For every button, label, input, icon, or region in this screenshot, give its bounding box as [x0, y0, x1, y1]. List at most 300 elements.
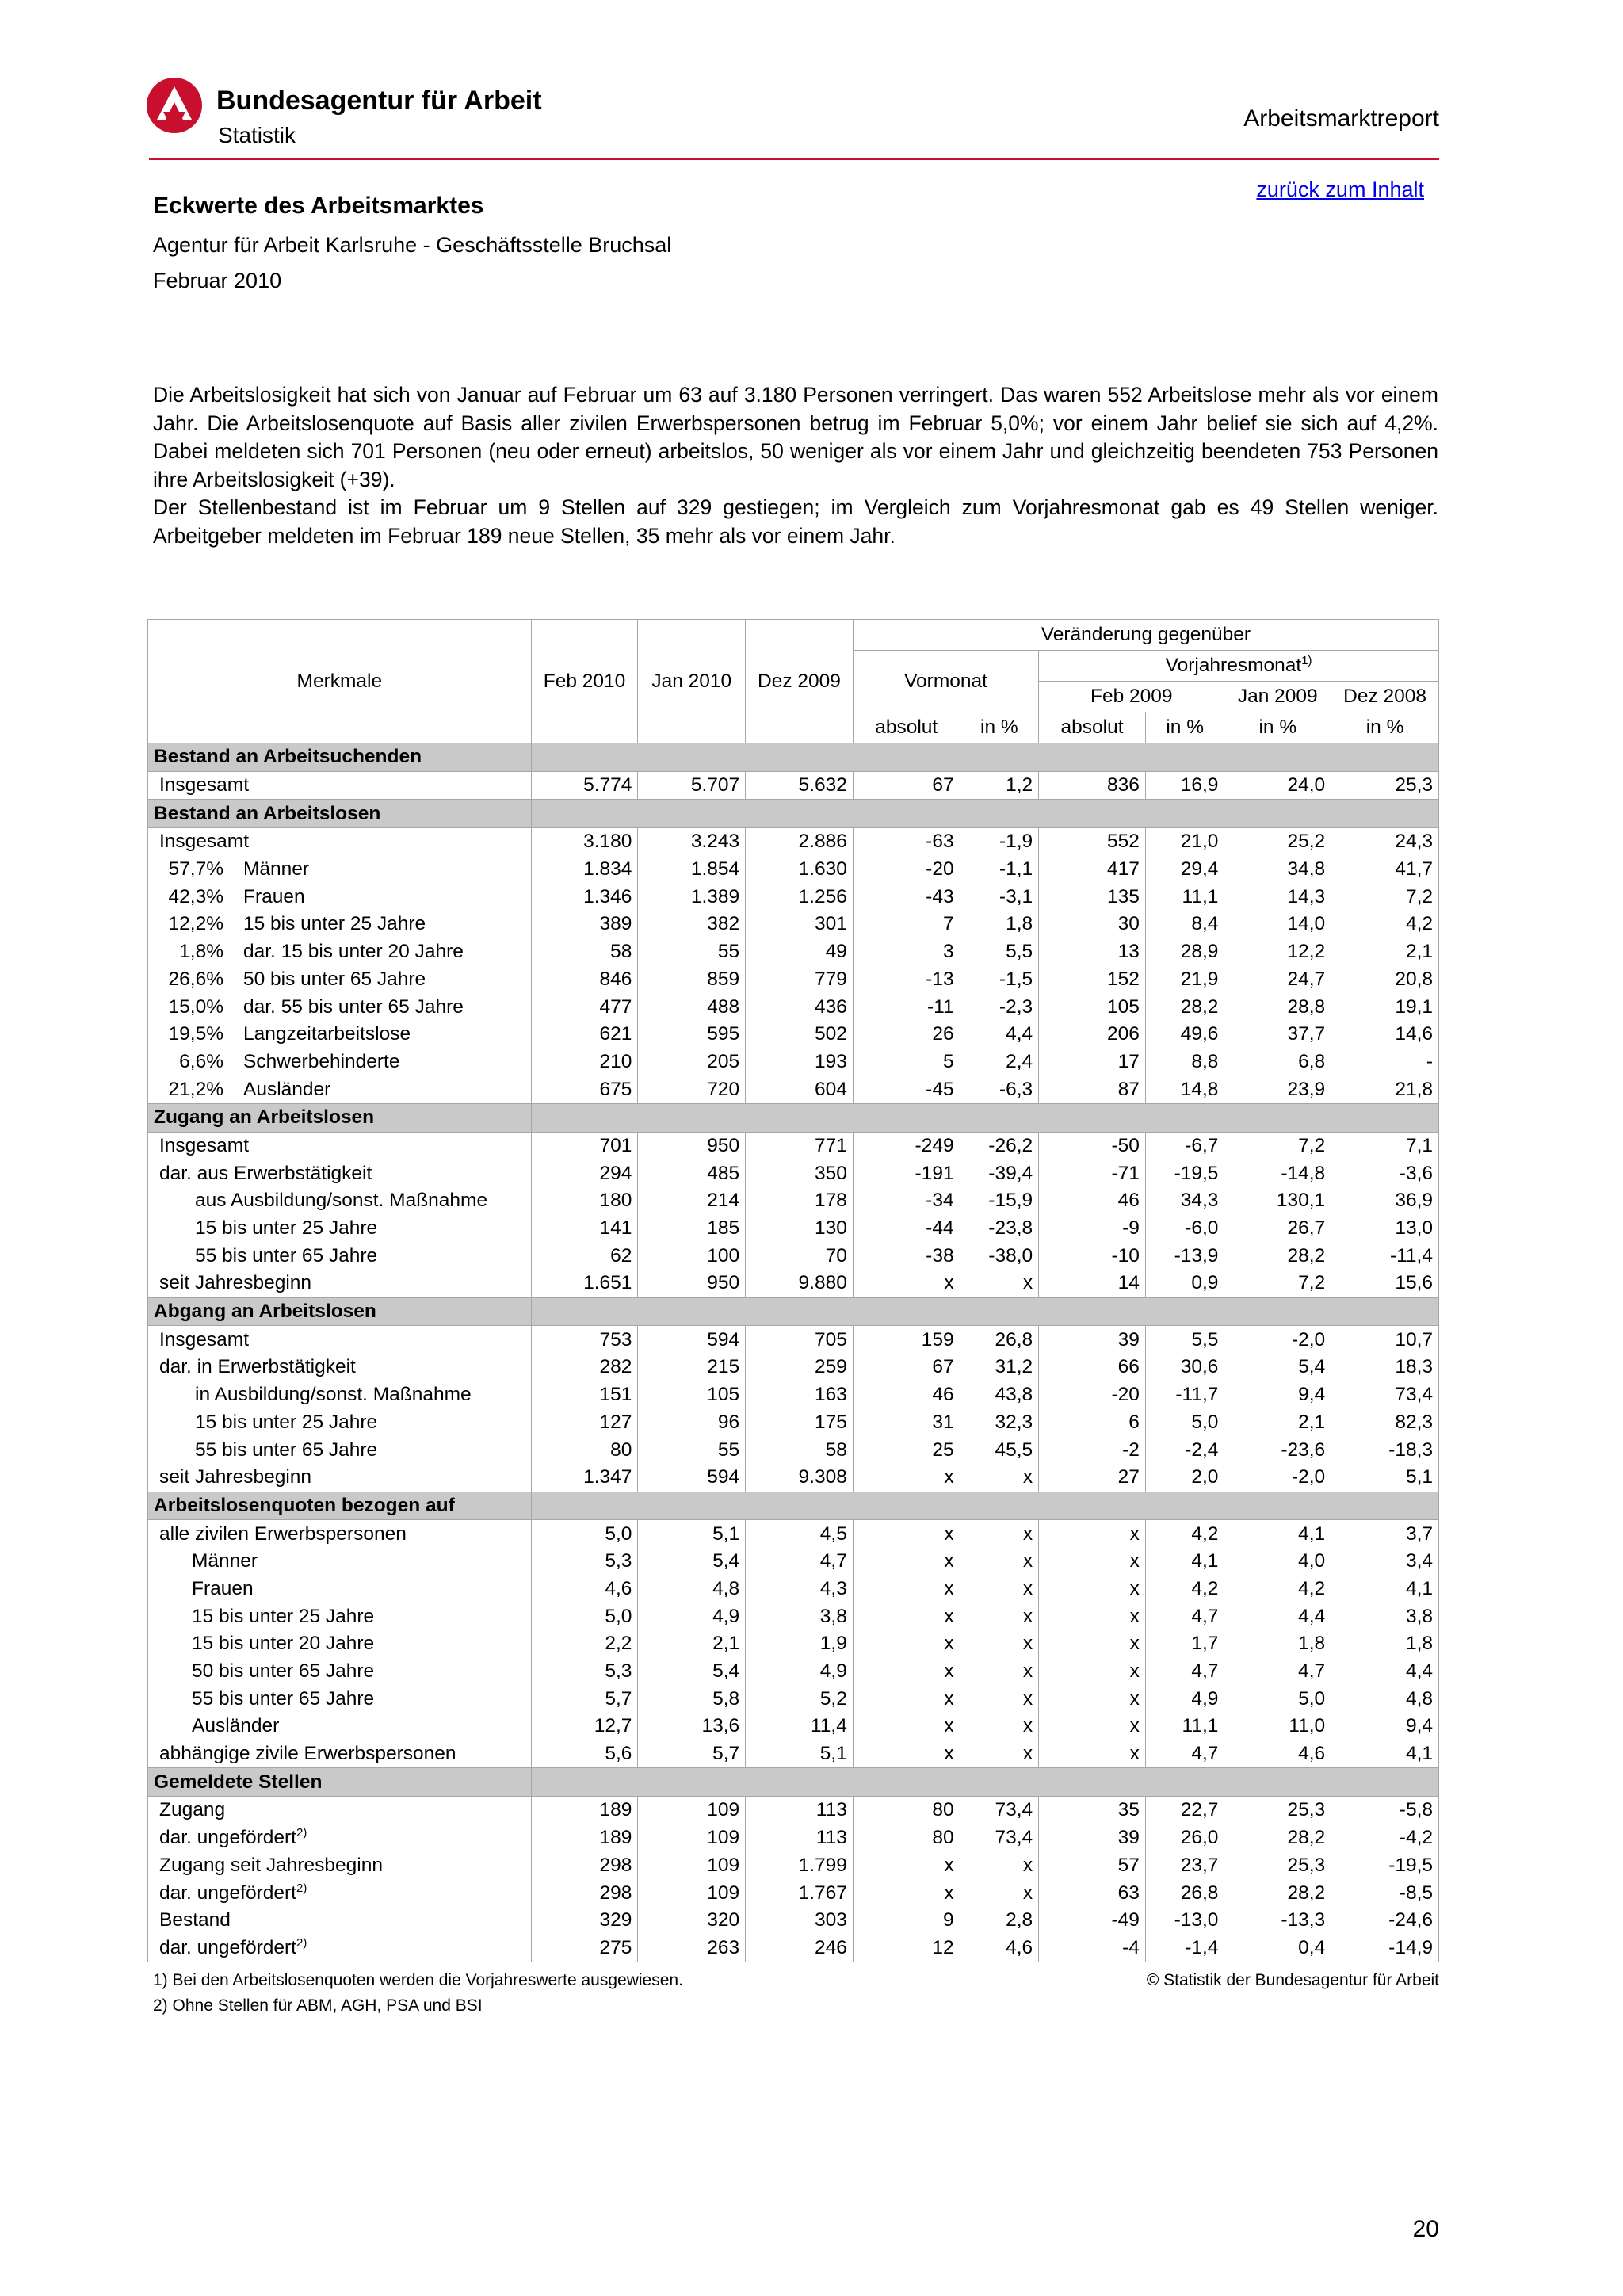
table-cell: 1.651	[531, 1270, 638, 1297]
key-figures-table	[147, 619, 1439, 1962]
table-row	[148, 1326, 1439, 1354]
row-label	[148, 1409, 532, 1437]
section-title: Zugang an Arbeitslosen	[148, 1103, 532, 1132]
table-cell: 301	[746, 911, 854, 938]
table-cell: 502	[746, 1021, 854, 1049]
table-cell: 189	[531, 1797, 638, 1824]
table-cell: 2,1	[638, 1630, 746, 1658]
table-cell: 9,4	[1224, 1381, 1331, 1409]
table-cell: 46	[1039, 1187, 1146, 1215]
table-cell: -13,9	[1145, 1242, 1224, 1270]
table-cell: x	[960, 1464, 1039, 1492]
table-cell: 113	[746, 1824, 854, 1852]
section-header-filler	[531, 800, 1438, 828]
table-cell: 303	[746, 1907, 854, 1935]
row-share: 57,7%	[168, 858, 223, 881]
table-cell: -15,9	[960, 1187, 1039, 1215]
table-cell: 6,8	[1224, 1049, 1331, 1076]
row-label-text: 15 bis unter 20 Jahre	[192, 1633, 375, 1655]
table-cell: x	[960, 1520, 1039, 1548]
table-cell: x	[853, 1630, 960, 1658]
table-cell: 4,1	[1224, 1520, 1331, 1548]
table-cell: 28,9	[1145, 938, 1224, 966]
table-cell: 1,8	[960, 911, 1039, 938]
row-label-text: 15 bis unter 25 Jahre	[243, 913, 426, 935]
header-divider	[149, 158, 1439, 160]
row-label	[148, 1436, 532, 1464]
table-cell: -23,8	[960, 1215, 1039, 1243]
report-period: Februar 2010	[153, 269, 282, 292]
table-cell: 82,3	[1331, 1409, 1439, 1437]
table-cell: -23,6	[1224, 1436, 1331, 1464]
section-header-row	[148, 1768, 1439, 1797]
table-row	[148, 1132, 1439, 1159]
table-cell: 5,4	[638, 1658, 746, 1686]
table-cell: 26,0	[1145, 1824, 1224, 1852]
table-cell: 24,3	[1331, 828, 1439, 856]
table-row	[148, 883, 1439, 911]
table-cell: 4,7	[1145, 1603, 1224, 1630]
row-share: 42,3%	[168, 885, 223, 907]
row-label	[148, 1603, 532, 1630]
table-cell: 46	[853, 1381, 960, 1409]
table-cell: 1,2	[960, 771, 1039, 800]
table-cell: 151	[531, 1381, 638, 1409]
table-cell: 67	[853, 771, 960, 800]
table-cell: -13,3	[1224, 1907, 1331, 1935]
row-label-text: Langzeitarbeitslose	[243, 1023, 411, 1045]
table-cell: x	[1039, 1576, 1146, 1603]
table-cell: -4	[1039, 1935, 1146, 1962]
table-cell: 17	[1039, 1049, 1146, 1076]
table-cell: -63	[853, 828, 960, 856]
table-cell: 417	[1039, 856, 1146, 884]
table-cell: 141	[531, 1215, 638, 1243]
table-cell: 5,3	[531, 1658, 638, 1686]
table-cell: 9,4	[1331, 1713, 1439, 1740]
table-cell: 210	[531, 1049, 638, 1076]
table-row	[148, 1021, 1439, 1049]
table-cell: -13,0	[1145, 1907, 1224, 1935]
table-cell: x	[960, 1740, 1039, 1768]
row-label-text: 55 bis unter 65 Jahre	[192, 1687, 375, 1710]
row-label-text: seit Jahresbeginn	[159, 1272, 312, 1294]
back-to-contents-link[interactable]: zurück zum Inhalt	[1256, 178, 1424, 201]
table-cell: 771	[746, 1132, 854, 1159]
row-label-text: Insgesamt	[159, 1134, 250, 1156]
table-cell: 436	[746, 993, 854, 1021]
table-row	[148, 1520, 1439, 1548]
table-cell: 1.389	[638, 883, 746, 911]
table-cell: x	[960, 1713, 1039, 1740]
table-cell: 25,3	[1331, 771, 1439, 800]
table-row	[148, 1187, 1439, 1215]
table-cell: 62	[531, 1242, 638, 1270]
row-label-text: 15 bis unter 25 Jahre	[192, 1605, 375, 1627]
table-cell: 193	[746, 1049, 854, 1076]
footnote-ref: 2)	[296, 1881, 307, 1895]
row-label-text: 55 bis unter 65 Jahre	[195, 1244, 378, 1266]
table-cell: 30	[1039, 911, 1146, 938]
row-label-text: dar. ungefördert	[159, 1881, 296, 1904]
table-cell: 180	[531, 1187, 638, 1215]
footnote-ref: 2)	[296, 1935, 307, 1950]
table-cell: 185	[638, 1215, 746, 1243]
table-cell: 0,9	[1145, 1270, 1224, 1297]
table-cell: 11,1	[1145, 1713, 1224, 1740]
table-cell: 1.799	[746, 1852, 854, 1880]
section-header-row	[148, 1297, 1439, 1326]
row-label	[148, 856, 532, 884]
table-cell: 189	[531, 1824, 638, 1852]
row-label	[148, 993, 532, 1021]
table-cell: 22,7	[1145, 1797, 1224, 1824]
table-cell: 214	[638, 1187, 746, 1215]
table-cell: 477	[531, 993, 638, 1021]
table-cell: 80	[853, 1797, 960, 1824]
table-cell: 28,2	[1224, 1242, 1331, 1270]
table-cell: 3.243	[638, 828, 746, 856]
table-cell: -6,0	[1145, 1215, 1224, 1243]
summary-paragraph-vacancies: Der Stellenbestand ist im Februar um 9 Stellen auf 329 gestiegen; im Vergleich zum Vorjahresmonat gab es 49 Stellen weniger. Arbeitgeber meldeten im Februar 189 neue Stellen, 35 mehr als vor einem Jahr.	[153, 495, 1438, 548]
table-cell: 836	[1039, 771, 1146, 800]
row-share: 19,5%	[168, 1023, 223, 1045]
table-cell: 4,9	[638, 1603, 746, 1630]
section-title: Abgang an Arbeitslosen	[148, 1297, 532, 1326]
table-cell: 3,8	[746, 1603, 854, 1630]
table-row	[148, 771, 1439, 800]
table-cell: 206	[1039, 1021, 1146, 1049]
table-row	[148, 1907, 1439, 1935]
table-cell: 2,4	[960, 1049, 1039, 1076]
table-row	[148, 938, 1439, 966]
table-cell: 2,8	[960, 1907, 1039, 1935]
ba-logo-icon	[146, 77, 203, 134]
row-label	[148, 1354, 532, 1381]
table-cell: -	[1331, 1049, 1439, 1076]
table-cell: 87	[1039, 1075, 1146, 1103]
table-cell: 0,4	[1224, 1935, 1331, 1962]
row-label	[148, 1824, 532, 1852]
table-row	[148, 1824, 1439, 1852]
table-cell: 389	[531, 911, 638, 938]
table-cell: 4,8	[638, 1576, 746, 1603]
table-cell: 80	[531, 1436, 638, 1464]
table-cell: 28,2	[1224, 1824, 1331, 1852]
table-cell: 5,8	[638, 1685, 746, 1713]
table-cell: 18,3	[1331, 1354, 1439, 1381]
table-cell: -39,4	[960, 1159, 1039, 1187]
table-cell: 73,4	[1331, 1381, 1439, 1409]
row-label-text: Ausländer	[192, 1715, 280, 1737]
table-cell: 113	[746, 1797, 854, 1824]
table-cell: -26,2	[960, 1132, 1039, 1159]
table-cell: 950	[638, 1132, 746, 1159]
footnote-2: 2) Ohne Stellen für ABM, AGH, PSA und BSI	[153, 1996, 483, 2015]
table-cell: 130	[746, 1215, 854, 1243]
table-cell: 21,9	[1145, 966, 1224, 994]
table-cell: 127	[531, 1409, 638, 1437]
table-cell: 35	[1039, 1797, 1146, 1824]
table-cell: 4,2	[1145, 1520, 1224, 1548]
org-subtitle: Statistik	[218, 123, 296, 147]
table-row	[148, 1852, 1439, 1880]
table-cell: 14	[1039, 1270, 1146, 1297]
table-cell: -45	[853, 1075, 960, 1103]
table-cell: 25,3	[1224, 1852, 1331, 1880]
table-cell: 25	[853, 1436, 960, 1464]
row-label-text: Frauen	[243, 885, 305, 907]
table-cell: 9.880	[746, 1270, 854, 1297]
table-cell: 594	[638, 1326, 746, 1354]
table-cell: 3	[853, 938, 960, 966]
row-label	[148, 938, 532, 966]
table-cell: 24,7	[1224, 966, 1331, 994]
table-cell: -2,3	[960, 993, 1039, 1021]
row-share: 15,0%	[168, 995, 223, 1018]
table-cell: 4,9	[1145, 1685, 1224, 1713]
table-cell: -191	[853, 1159, 960, 1187]
table-cell: 2,1	[1331, 938, 1439, 966]
row-label-text: Ausländer	[243, 1078, 331, 1100]
table-cell: 8,4	[1145, 911, 1224, 938]
table-cell: 298	[531, 1852, 638, 1880]
header-absolut: absolut	[1039, 712, 1146, 743]
table-cell: -20	[853, 856, 960, 884]
table-cell: 2,0	[1145, 1464, 1224, 1492]
table-cell: 23,9	[1224, 1075, 1331, 1103]
row-label	[148, 1242, 532, 1270]
table-cell: x	[960, 1576, 1039, 1603]
table-cell: -6,7	[1145, 1132, 1224, 1159]
row-label-text: Zugang seit Jahresbeginn	[159, 1854, 383, 1876]
table-cell: 205	[638, 1049, 746, 1076]
table-cell: 1.256	[746, 883, 854, 911]
table-row	[148, 1879, 1439, 1907]
row-label	[148, 1132, 532, 1159]
table-cell: 675	[531, 1075, 638, 1103]
table-cell: x	[853, 1520, 960, 1548]
table-cell: 66	[1039, 1354, 1146, 1381]
table-cell: 263	[638, 1935, 746, 1962]
table-cell: 779	[746, 966, 854, 994]
table-cell: 1,9	[746, 1630, 854, 1658]
table-cell: 12	[853, 1935, 960, 1962]
row-label	[148, 1159, 532, 1187]
table-cell: -1,9	[960, 828, 1039, 856]
table-cell: 246	[746, 1935, 854, 1962]
table-cell: 31,2	[960, 1354, 1039, 1381]
table-cell: x	[1039, 1603, 1146, 1630]
header-absolut: absolut	[853, 712, 960, 743]
table-cell: 26,8	[960, 1326, 1039, 1354]
table-cell: x	[960, 1630, 1039, 1658]
table-cell: 1,8	[1331, 1630, 1439, 1658]
table-cell: 1.854	[638, 856, 746, 884]
header-vormonat: Vormonat	[853, 651, 1038, 712]
row-share: 6,6%	[179, 1050, 223, 1072]
footnote-ref: 2)	[296, 1826, 307, 1840]
table-cell: 294	[531, 1159, 638, 1187]
row-label-text: in Ausbildung/sonst. Maßnahme	[195, 1384, 472, 1406]
section-header-filler	[531, 1297, 1438, 1326]
table-cell: 4,1	[1145, 1548, 1224, 1576]
table-cell: 39	[1039, 1326, 1146, 1354]
copyright-notice: © Statistik der Bundesagentur für Arbeit	[1146, 1971, 1439, 1989]
table-cell: 34,8	[1224, 856, 1331, 884]
header-feb-2010: Feb 2010	[531, 620, 638, 743]
table-cell: 5	[853, 1049, 960, 1076]
row-label-text: 15 bis unter 25 Jahre	[195, 1217, 378, 1240]
row-label	[148, 1326, 532, 1354]
row-label	[148, 966, 532, 994]
header-in-pct: in %	[1224, 712, 1331, 743]
table-cell: x	[1039, 1548, 1146, 1576]
table-cell: 621	[531, 1021, 638, 1049]
table-cell: 259	[746, 1354, 854, 1381]
table-cell: 5,1	[1331, 1464, 1439, 1492]
row-label	[148, 1852, 532, 1880]
table-cell: 28,2	[1224, 1879, 1331, 1907]
row-label-text: Schwerbehinderte	[243, 1050, 400, 1072]
table-cell: -10	[1039, 1242, 1146, 1270]
table-cell: 34,3	[1145, 1187, 1224, 1215]
table-cell: 846	[531, 966, 638, 994]
table-cell: 488	[638, 993, 746, 1021]
table-cell: 7,1	[1331, 1132, 1439, 1159]
table-cell: 5,7	[638, 1740, 746, 1768]
table-cell: 70	[746, 1242, 854, 1270]
row-label	[148, 1907, 532, 1935]
row-label	[148, 1630, 532, 1658]
section-title: Gemeldete Stellen	[148, 1768, 532, 1797]
row-label	[148, 771, 532, 800]
table-cell: -44	[853, 1215, 960, 1243]
table-cell: x	[1039, 1658, 1146, 1686]
table-cell: 36,9	[1331, 1187, 1439, 1215]
table-cell: 73,4	[960, 1824, 1039, 1852]
table-cell: 485	[638, 1159, 746, 1187]
table-cell: -11,7	[1145, 1381, 1224, 1409]
table-cell: 4,6	[1224, 1740, 1331, 1768]
table-cell: x	[1039, 1520, 1146, 1548]
table-row	[148, 1409, 1439, 1437]
header-in-pct: in %	[960, 712, 1039, 743]
table-cell: 37,7	[1224, 1021, 1331, 1049]
table-cell: 109	[638, 1824, 746, 1852]
table-cell: 4,2	[1145, 1576, 1224, 1603]
row-label	[148, 1021, 532, 1049]
report-title: Arbeitsmarktreport	[1243, 105, 1439, 132]
table-cell: 8,8	[1145, 1049, 1224, 1076]
table-cell: x	[853, 1852, 960, 1880]
table-row	[148, 1576, 1439, 1603]
row-label	[148, 1576, 532, 1603]
section-title: Arbeitslosenquoten bezogen auf	[148, 1492, 532, 1520]
summary-text	[153, 381, 1438, 550]
table-cell: 1.630	[746, 856, 854, 884]
table-cell: 159	[853, 1326, 960, 1354]
table-cell: 5,2	[746, 1685, 854, 1713]
table-cell: 21,8	[1331, 1075, 1439, 1103]
table-cell: x	[853, 1548, 960, 1576]
table-cell: 7	[853, 911, 960, 938]
table-cell: -2,4	[1145, 1436, 1224, 1464]
table-cell: 5,6	[531, 1740, 638, 1768]
section-header-row	[148, 1492, 1439, 1520]
table-cell: -5,8	[1331, 1797, 1439, 1824]
row-label-text: aus Ausbildung/sonst. Maßnahme	[195, 1190, 488, 1212]
row-label-text: dar. 55 bis unter 65 Jahre	[243, 995, 464, 1018]
table-cell: 4,7	[1145, 1740, 1224, 1768]
table-cell: 105	[1039, 993, 1146, 1021]
section-header-filler	[531, 743, 1438, 772]
table-cell: x	[853, 1464, 960, 1492]
table-row	[148, 1270, 1439, 1297]
table-cell: -71	[1039, 1159, 1146, 1187]
table-cell: 4,7	[1224, 1658, 1331, 1686]
row-label-text: 50 bis unter 65 Jahre	[243, 968, 426, 990]
table-cell: 11,1	[1145, 883, 1224, 911]
table-cell: x	[853, 1270, 960, 1297]
header-jan-2010: Jan 2010	[638, 620, 746, 743]
table-cell: 11,0	[1224, 1713, 1331, 1740]
table-cell: 7,2	[1331, 883, 1439, 911]
row-label-text: dar. 15 bis unter 20 Jahre	[243, 941, 464, 963]
row-label	[148, 883, 532, 911]
table-row	[148, 1075, 1439, 1103]
table-cell: 13	[1039, 938, 1146, 966]
table-cell: 4,6	[531, 1576, 638, 1603]
table-cell: 3.180	[531, 828, 638, 856]
table-cell: 45,5	[960, 1436, 1039, 1464]
table-cell: x	[853, 1879, 960, 1907]
table-cell: 152	[1039, 966, 1146, 994]
table-cell: x	[1039, 1685, 1146, 1713]
table-cell: 552	[1039, 828, 1146, 856]
row-share: 12,2%	[168, 913, 223, 935]
table-row	[148, 1658, 1439, 1686]
table-cell: 109	[638, 1797, 746, 1824]
table-cell: 4,2	[1224, 1576, 1331, 1603]
table-cell: -2	[1039, 1436, 1146, 1464]
table-cell: 5.632	[746, 771, 854, 800]
table-row	[148, 828, 1439, 856]
table-cell: 3,4	[1331, 1548, 1439, 1576]
table-row	[148, 1740, 1439, 1768]
row-label-text: dar. aus Erwerbstätigkeit	[159, 1162, 372, 1184]
row-label	[148, 828, 532, 856]
table-cell: 298	[531, 1879, 638, 1907]
table-cell: x	[960, 1270, 1039, 1297]
table-cell: 950	[638, 1270, 746, 1297]
table-cell: 27	[1039, 1464, 1146, 1492]
table-cell: 594	[638, 1464, 746, 1492]
table-cell: 39	[1039, 1824, 1146, 1852]
table-cell: -249	[853, 1132, 960, 1159]
row-label-text: Insgesamt	[159, 831, 250, 853]
table-cell: 701	[531, 1132, 638, 1159]
table-cell: 14,6	[1331, 1021, 1439, 1049]
table-row	[148, 1159, 1439, 1187]
table-cell: 57	[1039, 1852, 1146, 1880]
table-cell: -3,6	[1331, 1159, 1439, 1187]
table-cell: 43,8	[960, 1381, 1039, 1409]
table-cell: 2,1	[1224, 1409, 1331, 1437]
table-cell: 58	[746, 1436, 854, 1464]
table-cell: -50	[1039, 1132, 1146, 1159]
table-cell: -13	[853, 966, 960, 994]
